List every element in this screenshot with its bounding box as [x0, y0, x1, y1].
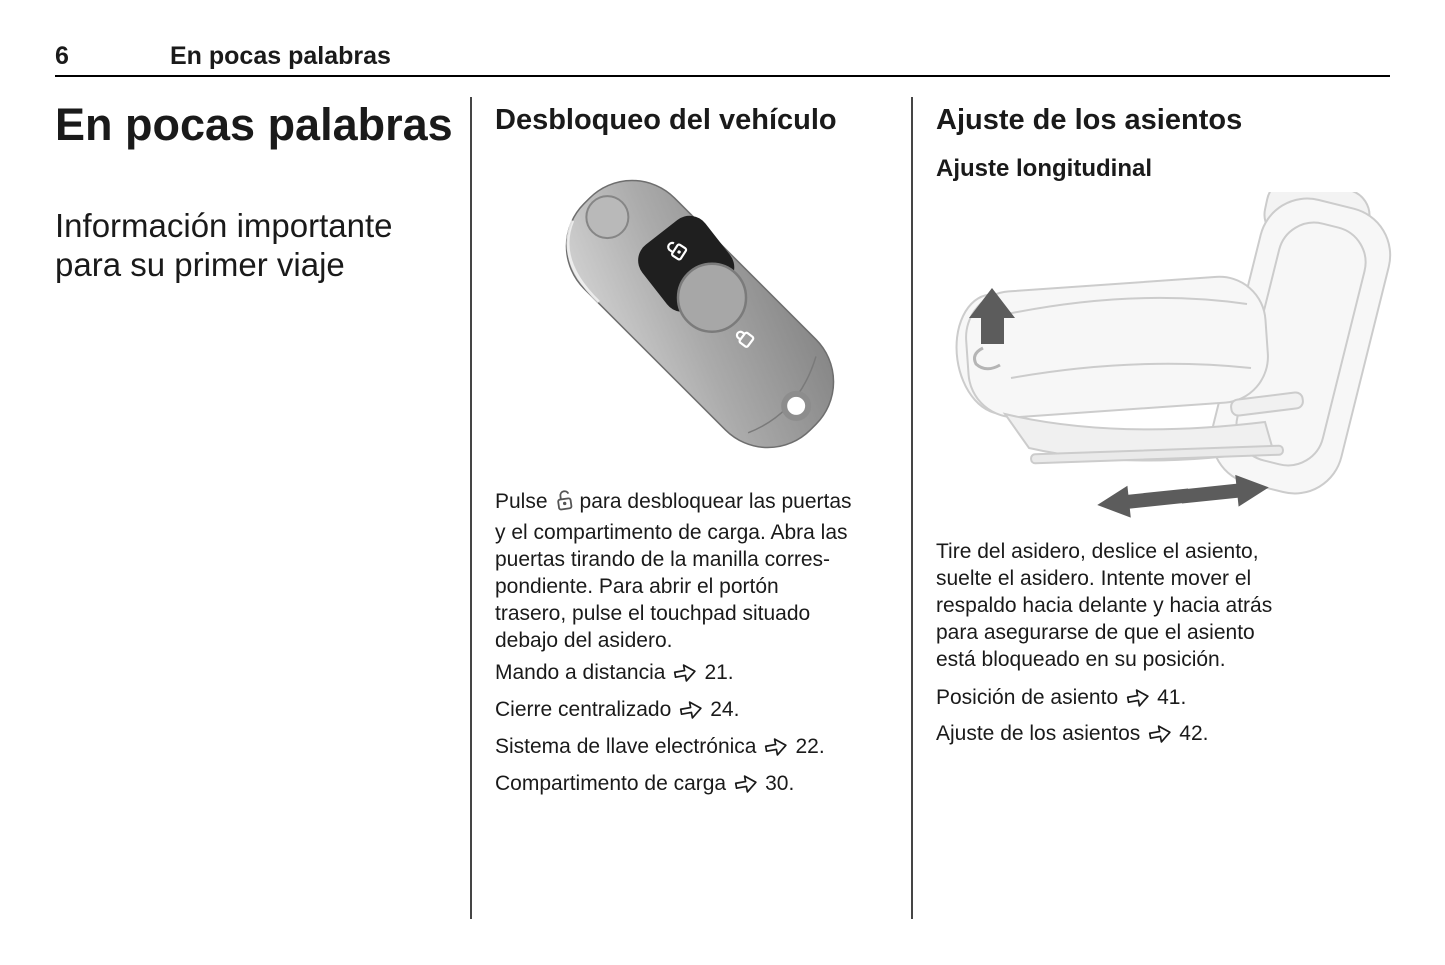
xref-page: 41.	[1157, 685, 1187, 709]
page-ref-arrow-icon	[764, 736, 788, 758]
seat-drawing	[949, 192, 1395, 504]
xref-link-mando-a-distancia[interactable]	[495, 659, 825, 686]
xref-link-sistema-llave-electronica[interactable]	[495, 733, 825, 760]
section-heading-seats: Ajuste de los asientos	[936, 104, 1243, 136]
xref-link-ajuste-asientos[interactable]	[936, 720, 1209, 747]
key-fob	[550, 166, 863, 466]
paragraph-line: está bloqueado en su posición.	[936, 648, 1226, 671]
seat-adjustment-figure	[935, 192, 1395, 535]
paragraph-text: Pulse	[495, 490, 548, 513]
xref-label: Mando a distancia	[495, 660, 666, 684]
page-ref-arrow-icon	[734, 773, 758, 795]
xref-page: 22.	[795, 734, 825, 758]
xref-link-compartimento-carga[interactable]	[495, 770, 825, 797]
paragraph-line: suelte el asidero. Intente mover el	[936, 567, 1252, 590]
column-divider-right	[911, 97, 913, 919]
header-rule	[55, 75, 1390, 77]
page-number: 6	[55, 42, 69, 70]
chapter-title: En pocas palabras	[55, 99, 453, 150]
xref-label: Cierre centralizado	[495, 697, 672, 721]
xref-label: Ajuste de los asientos	[936, 721, 1141, 745]
xref-label: Posición de asiento	[936, 685, 1119, 709]
unlock-icon	[555, 488, 574, 519]
xref-page: 42.	[1179, 721, 1209, 745]
xref-label: Sistema de llave electrónica	[495, 734, 757, 758]
paragraph-line	[495, 488, 905, 519]
page-ref-arrow-icon	[673, 662, 697, 684]
xref-page: 21.	[704, 660, 734, 684]
paragraph-text: para desbloquear las puertas	[579, 490, 852, 513]
paragraph-line: Tire del asidero, deslice el asiento,	[936, 540, 1259, 563]
paragraph-line: para asegurarse de que el asiento	[936, 621, 1255, 644]
slide-left-arrow-icon	[1096, 479, 1191, 520]
paragraph-line: puertas tirando de la manilla corres-	[495, 548, 830, 571]
unlock-xref-list	[495, 659, 825, 807]
page-ref-arrow-icon	[1148, 723, 1172, 745]
paragraph-line: debajo del asidero.	[495, 629, 673, 652]
seat-xref-list	[936, 684, 1209, 756]
xref-link-posicion-asiento[interactable]	[936, 684, 1209, 711]
seat-cushion	[963, 274, 1271, 421]
column-divider-left	[470, 97, 472, 919]
remote-key-figure	[550, 166, 880, 466]
paragraph-line: y el compartimento de carga. Abra las	[495, 521, 848, 544]
seat-paragraph	[936, 538, 1381, 673]
paragraph-line: trasero, pulse el touchpad situado	[495, 602, 811, 625]
xref-page: 30.	[765, 771, 795, 795]
section-heading-unlock: Desbloqueo del vehículo	[495, 104, 837, 136]
chapter-header-title: En pocas palabras	[170, 42, 391, 70]
chapter-subtitle	[55, 206, 393, 284]
chapter-subtitle-line: Información importante	[55, 207, 393, 244]
page-ref-arrow-icon	[679, 699, 703, 721]
xref-link-cierre-centralizado[interactable]	[495, 696, 825, 723]
page-ref-arrow-icon	[1126, 687, 1150, 709]
paragraph-line: respaldo hacia delante y hacia atrás	[936, 594, 1273, 617]
subsection-heading-longitudinal: Ajuste longitudinal	[936, 155, 1152, 182]
xref-label: Compartimento de carga	[495, 771, 727, 795]
unlock-paragraph	[495, 488, 905, 654]
paragraph-line: pondiente. Para abrir el portón	[495, 575, 779, 598]
xref-page: 24.	[710, 697, 740, 721]
chapter-subtitle-line: para su primer viaje	[55, 246, 345, 283]
